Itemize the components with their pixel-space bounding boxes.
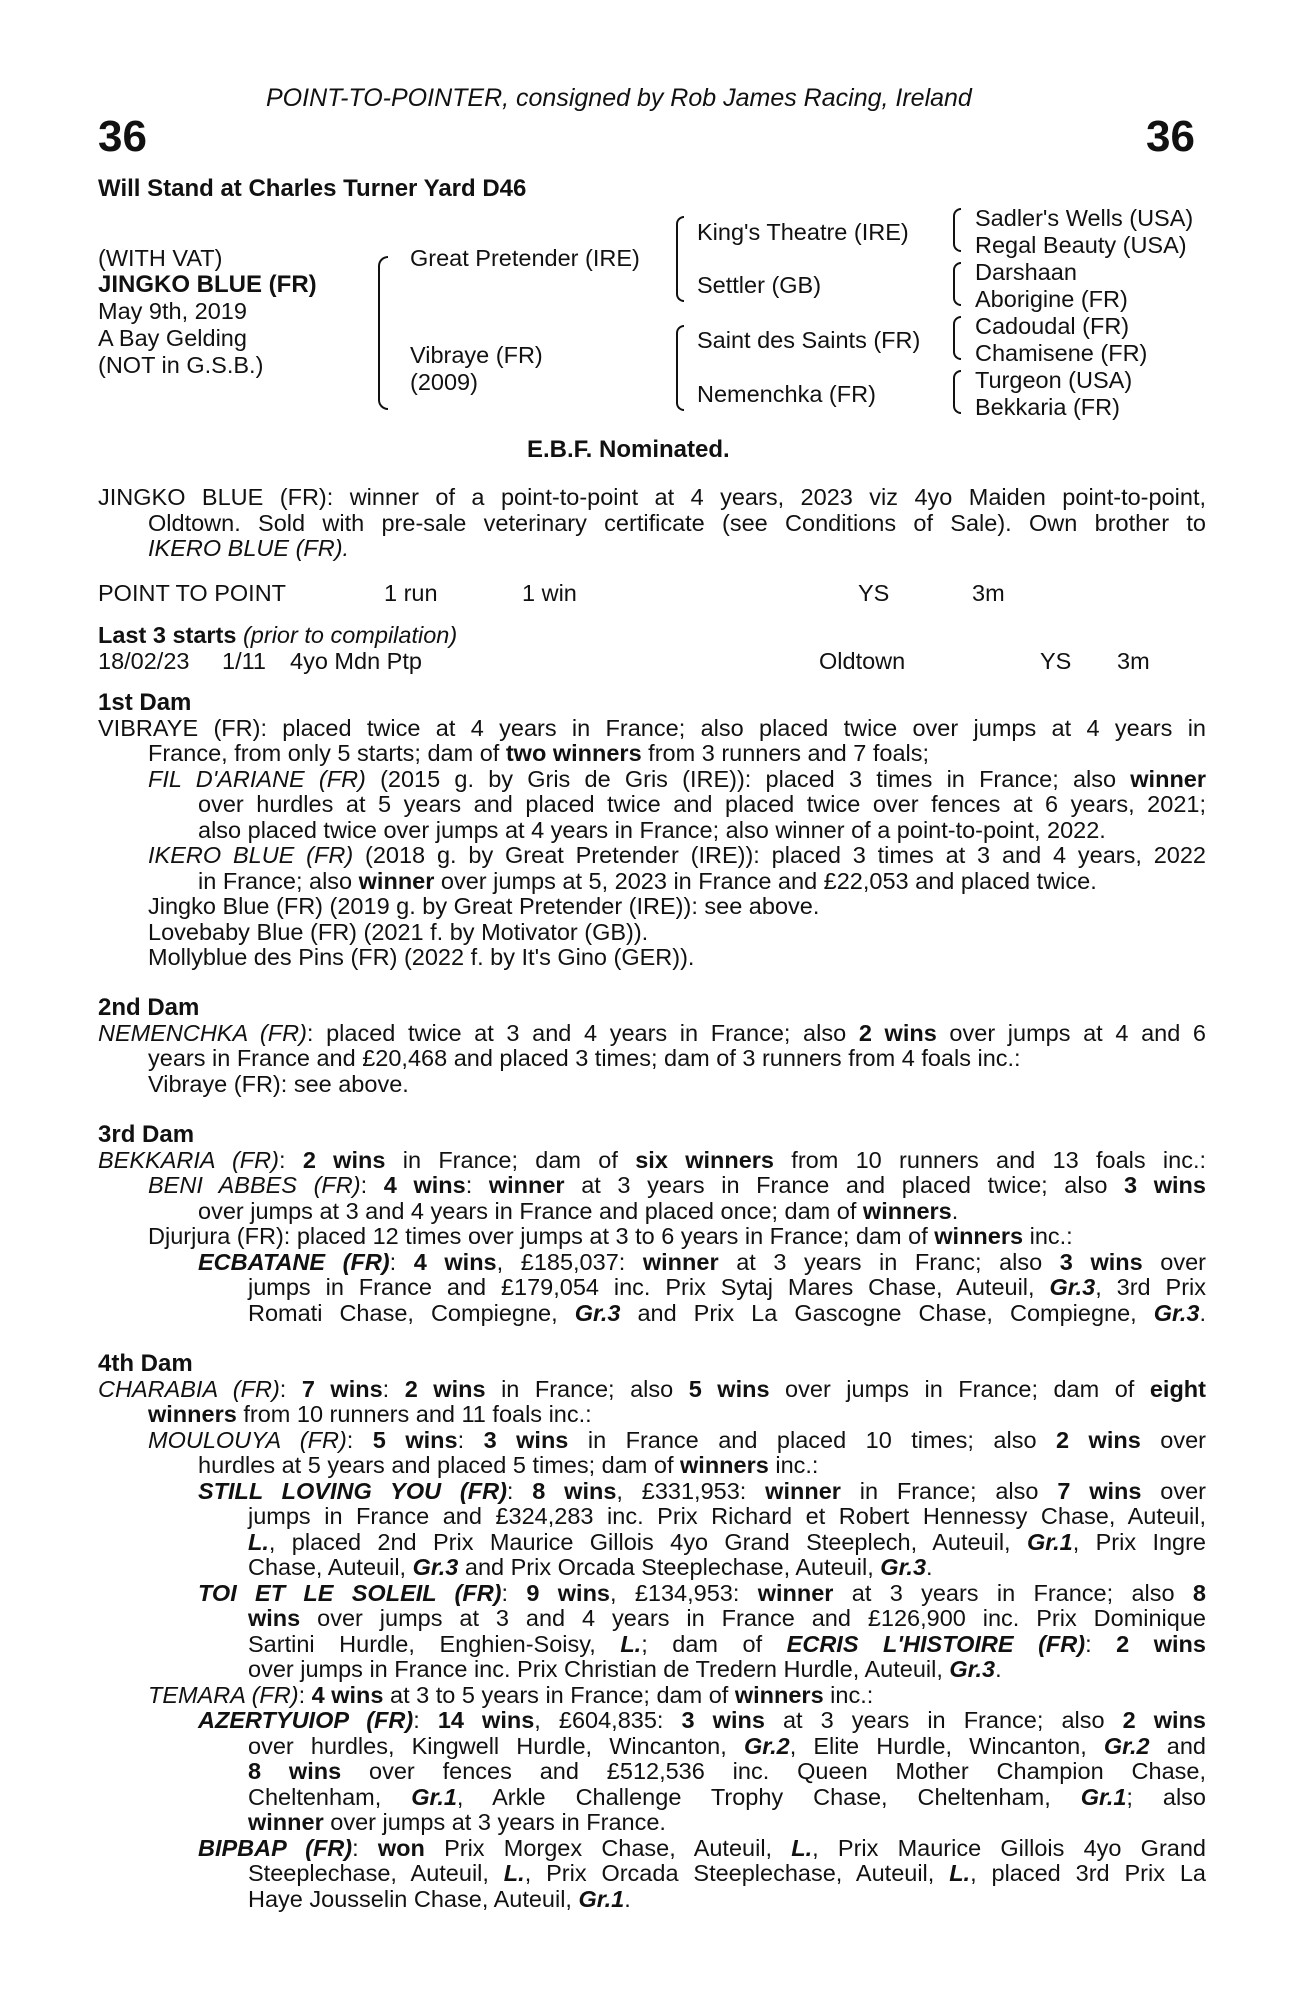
dam-line: [98, 1021, 1206, 1047]
dam-line: [98, 1708, 1206, 1734]
stand-location: Will Stand at Charles Turner Yard D46: [98, 175, 527, 202]
t: , Elite Hurdle, Wincanton,: [789, 1732, 1104, 1759]
pedigree-gen3-4: Aborigine (FR): [975, 286, 1128, 312]
t: :: [1085, 1630, 1117, 1657]
dam-line: [98, 1224, 1206, 1250]
pedigree-gen3-3: Darshaan: [975, 259, 1077, 285]
pedigree-brace-main: [378, 256, 388, 410]
t: , Prix Orcada Steeplechase, Auteuil,: [524, 1860, 950, 1886]
t: :: [457, 1426, 484, 1453]
t: winners: [680, 1452, 769, 1478]
start-position: 1/11: [222, 648, 266, 674]
t: :: [506, 1477, 533, 1504]
dam-line: over hurdles at 5 years and placed twice and placed twice over fences at 6 years, 2021;: [198, 791, 1206, 817]
t: 8 wins: [532, 1477, 617, 1504]
t: (2018 g. by Great Pretender (IRE)): placed 3 times at 3 and 4 years, 2022: [353, 842, 1207, 868]
t: over hurdles, Kingwell Hurdle, Wincanton,: [248, 1732, 744, 1759]
dam-line: [98, 869, 1206, 895]
t: Gr.3: [880, 1554, 927, 1580]
dam-line: [98, 1810, 1206, 1836]
t: :: [501, 1579, 527, 1606]
vat-note: (WITH VAT): [98, 245, 223, 271]
t: over fences and £512,536 inc. Queen Mother Champion Chase,: [341, 1758, 1206, 1784]
t: at 3 years in Franc; also: [718, 1248, 1060, 1275]
t: , £185,037:: [496, 1248, 643, 1275]
t: Romati Chase, Compiegne,: [248, 1299, 575, 1326]
t: at 3 years in France; also: [833, 1579, 1193, 1606]
t: two winners: [505, 740, 642, 766]
dam-line: [98, 1275, 1206, 1301]
t: : placed twice at 3 and 4 years in France; also: [306, 1019, 859, 1046]
summary-line: JINGKO BLUE (FR): winner of a point-to-point at 4 years, 2023 viz 4yo Maiden point-to-point,: [98, 484, 1206, 510]
horse-name: JINGKO BLUE (FR): [98, 271, 317, 298]
pedigree-sire: Great Pretender (IRE): [410, 245, 640, 271]
t: , placed 2nd Prix Maurice Gillois 4yo Grand Steeplech, Auteuil,: [268, 1528, 1027, 1555]
t: winner: [1130, 765, 1207, 792]
dam-line: [98, 1759, 1206, 1785]
start-course: Oldtown: [819, 648, 906, 674]
t: 3 wins: [483, 1426, 569, 1453]
t: TEMARA (FR): [148, 1681, 299, 1708]
t: 2 wins: [1122, 1707, 1207, 1733]
record-distance: 3m: [972, 580, 1005, 606]
fourth-dam-section: [98, 1351, 1206, 1912]
pedigree-gen3-7: Turgeon (USA): [975, 367, 1133, 393]
t: AZERTYUIOP (FR): [198, 1707, 414, 1733]
dam-line: [98, 1453, 1206, 1479]
foaling-date: May 9th, 2019: [98, 298, 247, 324]
second-dam-section: [98, 995, 1206, 1097]
t: L.: [248, 1528, 269, 1555]
summary-line: IKERO BLUE (FR).: [148, 535, 350, 561]
t: winner: [642, 1248, 719, 1275]
t: France, from only 5 starts; dam of: [148, 740, 506, 766]
t: inc.:: [1023, 1223, 1073, 1249]
t: BENI ABBES (FR): [148, 1172, 361, 1198]
pedigree-gen3-5: Cadoudal (FR): [975, 313, 1130, 339]
dam-line: [98, 1173, 1206, 1199]
pedigree-brace-ss: [953, 208, 961, 252]
dam-line: [98, 1377, 1206, 1403]
t: :: [389, 1248, 414, 1275]
dam-line: [98, 1887, 1206, 1913]
dam-line: [98, 1530, 1206, 1556]
section-heading: 3rd Dam: [98, 1121, 195, 1148]
dam-line: Vibraye (FR): see above.: [148, 1070, 409, 1097]
dam-line: Mollyblue des Pins (FR) (2022 f. by It's Gino (GER)).: [148, 944, 695, 970]
t: in France and placed 10 times; also: [568, 1426, 1056, 1453]
t: and Prix Orcada Steeplechase, Auteuil,: [458, 1554, 881, 1580]
pedigree-brace-sd: [953, 262, 961, 306]
t: Sartini Hurdle, Enghien-Soisy,: [248, 1630, 621, 1657]
dam-line: [98, 1836, 1206, 1862]
last-starts-title: Last 3 starts: [98, 622, 237, 648]
record-runs: 1 run: [384, 580, 438, 606]
t: 9 wins: [526, 1579, 610, 1606]
t: .: [1199, 1299, 1206, 1326]
t: winners: [148, 1401, 237, 1427]
start-date: 18/02/23: [98, 648, 190, 674]
t: 3 wins: [1059, 1248, 1143, 1275]
t: at 3 to 5 years in France; dam of: [383, 1681, 735, 1708]
dam-line: [98, 1250, 1206, 1276]
last-starts-heading: [98, 622, 457, 649]
pedigree-sire-dam: Settler (GB): [697, 272, 822, 298]
dam-line: [98, 741, 1206, 767]
t: (2015 g. by Gris de Gris (IRE)): placed 3 times in France; also: [365, 765, 1131, 792]
t: L.: [791, 1834, 813, 1861]
t: ECRIS L'HISTOIRE (FR): [786, 1630, 1086, 1657]
t: IKERO BLUE (FR): [148, 842, 354, 868]
t: inc.:: [768, 1452, 819, 1478]
t: , Arkle Challenge Trophy Chase, Cheltenham,: [456, 1783, 1081, 1810]
pedigree-dam-dam: Nemenchka (FR): [697, 381, 876, 407]
first-dam-section: [98, 690, 1206, 971]
dam-line: Jingko Blue (FR) (2019 g. by Great Pretender (IRE)): see above.: [148, 893, 820, 919]
t: over jumps at 3 and 4 years in France and placed once; dam of: [198, 1197, 863, 1224]
t: winners: [734, 1681, 824, 1708]
pedigree-gen3-6: Chamisene (FR): [975, 340, 1148, 366]
t: winner: [488, 1172, 565, 1198]
t: and: [1149, 1732, 1206, 1759]
t: 3 wins: [681, 1707, 765, 1733]
dam-line: [98, 1861, 1206, 1887]
t: , Prix Maurice Gillois 4yo Grand: [812, 1834, 1206, 1861]
dam-line: [98, 1301, 1206, 1327]
gsb-status: (NOT in G.S.B.): [98, 352, 264, 378]
t: CHARABIA (FR): [98, 1375, 280, 1402]
t: eight: [1149, 1375, 1206, 1402]
dam-line: [98, 1734, 1206, 1760]
t: in France; also: [485, 1375, 689, 1402]
t: 5 wins: [372, 1426, 458, 1453]
pedigree-gen3-1: Sadler's Wells (USA): [975, 205, 1194, 231]
t: at 3 years in France and placed twice; also: [564, 1172, 1125, 1198]
t: 2 wins: [1056, 1426, 1141, 1453]
t: ; dam of: [641, 1630, 787, 1657]
ebf-nominated: E.B.F. Nominated.: [527, 436, 730, 463]
t: Chase, Auteuil,: [248, 1554, 413, 1580]
t: Gr.3: [1049, 1274, 1096, 1300]
t: wins: [248, 1605, 301, 1631]
t: MOULOUYA (FR): [148, 1426, 347, 1453]
t: STILL LOVING YOU (FR): [198, 1477, 507, 1504]
t: Gr.3: [574, 1299, 621, 1326]
t: , placed 3rd Prix La: [970, 1860, 1206, 1886]
t: 2 wins: [404, 1375, 486, 1402]
lot-number-left: 36: [98, 112, 147, 161]
record-wins: 1 win: [522, 580, 577, 606]
t: from 10 runners and 13 foals inc.:: [774, 1146, 1207, 1173]
t: winners: [862, 1197, 952, 1224]
pedigree-brace-sire: [676, 216, 684, 302]
t: :: [352, 1834, 378, 1861]
t: inc.:: [823, 1681, 874, 1708]
t: from 3 runners and 7 foals;: [641, 740, 930, 766]
t: L.: [949, 1860, 971, 1886]
t: TOI ET LE SOLEIL (FR): [198, 1579, 502, 1606]
dam-line: [98, 1785, 1206, 1811]
pedigree-brace-dd: [953, 370, 961, 414]
t: Steeplechase, Auteuil,: [248, 1860, 504, 1886]
t: jumps in France and £179,054 inc. Prix Sytaj Mares Chase, Auteuil,: [248, 1274, 1050, 1300]
t: 3 wins: [1124, 1172, 1206, 1198]
dam-line: [98, 1657, 1206, 1683]
dam-line: also placed twice over jumps at 4 years in France; also winner of a point-to-point, 2022.: [198, 816, 1106, 843]
third-dam-section: [98, 1122, 1206, 1326]
t: over jumps at 4 and 6: [936, 1019, 1206, 1046]
t: 5 wins: [688, 1375, 770, 1402]
dam-line: [98, 1199, 1206, 1225]
t: , £331,953:: [616, 1477, 766, 1504]
last-starts-note: (prior to compilation): [242, 622, 458, 648]
dam-line: jumps in France and £324,283 inc. Prix Richard et Robert Hennessy Chase, Auteuil,: [248, 1503, 1206, 1529]
section-heading: 4th Dam: [98, 1350, 193, 1377]
t: in France; dam of: [385, 1146, 636, 1173]
t: L.: [620, 1630, 642, 1657]
t: 2 wins: [302, 1146, 386, 1173]
t: , £134,953:: [610, 1579, 758, 1606]
t: in France; also: [840, 1477, 1058, 1504]
t: :: [298, 1681, 312, 1708]
section-heading: 1st Dam: [98, 689, 192, 716]
t: Haye Jousselin Chase, Auteuil,: [248, 1885, 579, 1912]
t: winner: [757, 1579, 834, 1606]
dam-line: [98, 1683, 1206, 1709]
t: over jumps at 3 years in France.: [323, 1809, 666, 1835]
t: 7 wins: [1057, 1477, 1142, 1504]
t: over jumps at 3 and 4 years in France and £126,900 inc. Prix Dominique: [300, 1605, 1206, 1631]
dam-line: [98, 1428, 1206, 1454]
t: :: [279, 1375, 302, 1402]
t: Gr.1: [1026, 1528, 1073, 1555]
t: Gr.2: [1103, 1732, 1150, 1759]
pedigree-dam-sire: Saint des Saints (FR): [697, 327, 921, 353]
t: Gr.1: [411, 1783, 457, 1810]
t: L.: [503, 1860, 525, 1886]
dam-line: [98, 1581, 1206, 1607]
t: Gr.3: [412, 1554, 459, 1580]
t: BIPBAP (FR): [198, 1834, 353, 1861]
t: NEMENCHKA (FR): [98, 1019, 307, 1046]
t: Gr.3: [1153, 1299, 1200, 1326]
t: :: [413, 1707, 438, 1733]
dam-line: [98, 1632, 1206, 1658]
t: BEKKARIA (FR): [98, 1146, 279, 1173]
t: over: [1141, 1477, 1207, 1504]
summary-line: Oldtown. Sold with pre-sale veterinary certificate (see Conditions of Sale). Own brother to: [148, 509, 1206, 536]
t: , Prix Ingre: [1072, 1528, 1207, 1555]
dam-line: VIBRAYE (FR): placed twice at 4 years in France; also placed twice over jumps at 4 years in: [98, 714, 1206, 741]
t: won: [377, 1834, 425, 1861]
t: over jumps in France inc. Prix Christian de Tredern Hurdle, Auteuil,: [248, 1656, 950, 1682]
t: :: [465, 1172, 489, 1198]
start-distance: 3m: [1117, 648, 1150, 674]
pedigree-gen3-2: Regal Beauty (USA): [975, 232, 1187, 258]
pedigree-sire-sire: King's Theatre (IRE): [697, 219, 909, 245]
t: ECBATANE (FR): [198, 1248, 390, 1275]
consignment-line: POINT-TO-POINTER, consigned by Rob James Racing, Ireland: [266, 84, 972, 112]
t: winner: [765, 1477, 841, 1504]
t: Gr.3: [949, 1656, 996, 1682]
summary-block: [98, 485, 1206, 562]
dam-line: [98, 1606, 1206, 1632]
t: 14 wins: [437, 1707, 535, 1733]
t: winner: [248, 1809, 324, 1835]
start-going: YS: [1040, 648, 1072, 674]
t: from 10 runners and 11 foals inc.:: [236, 1401, 592, 1427]
t: 2 wins: [1116, 1630, 1206, 1657]
t: six winners: [635, 1146, 774, 1173]
t: .: [624, 1885, 631, 1912]
t: .: [926, 1554, 933, 1580]
pedigree-brace-dam: [676, 325, 684, 411]
t: .: [995, 1656, 1002, 1682]
t: ; also: [1126, 1783, 1206, 1810]
t: over jumps at 5, 2023 in France and £22,053 and placed twice.: [434, 867, 1097, 894]
t: :: [346, 1426, 373, 1453]
t: , 3rd Prix: [1095, 1274, 1207, 1300]
t: 4 wins: [413, 1248, 497, 1275]
pedigree-gen3-8: Bekkaria (FR): [975, 394, 1120, 420]
t: Gr.1: [1080, 1783, 1127, 1810]
section-heading: 2nd Dam: [98, 994, 200, 1021]
dam-line: [98, 1148, 1206, 1174]
t: Gr.2: [743, 1732, 790, 1759]
t: .: [951, 1197, 959, 1224]
t: at 3 years in France; also: [764, 1707, 1123, 1733]
dam-line: [98, 1402, 1206, 1428]
t: over jumps in France; dam of: [769, 1375, 1150, 1402]
dam-line: [98, 767, 1206, 793]
record-type: POINT TO POINT: [98, 580, 287, 606]
t: :: [278, 1146, 303, 1173]
t: Cheltenham,: [248, 1783, 412, 1810]
horse-description: A Bay Gelding: [98, 325, 247, 351]
t: Prix Morgex Chase, Auteuil,: [424, 1834, 792, 1861]
t: Djurjura (FR): placed 12 times over jumps at 3 to 6 years in France; dam of: [148, 1223, 935, 1249]
pedigree-dam-year: (2009): [410, 369, 478, 395]
pedigree-brace-ds: [953, 316, 961, 360]
t: 2 wins: [858, 1019, 937, 1046]
t: 4 wins: [383, 1172, 466, 1198]
t: 4 wins: [311, 1681, 384, 1708]
dam-line: [98, 1479, 1206, 1505]
record-going: YS: [858, 580, 890, 606]
t: 8: [1192, 1579, 1206, 1606]
dam-line: [98, 1555, 1206, 1581]
t: :: [360, 1172, 384, 1198]
t: Gr.1: [578, 1885, 625, 1912]
t: in France; also: [198, 867, 359, 894]
t: FIL D'ARIANE (FR): [148, 765, 366, 792]
dam-line: Lovebaby Blue (FR) (2021 f. by Motivator (GB)).: [148, 918, 649, 945]
t: , £604,835:: [534, 1707, 682, 1733]
t: 7 wins: [301, 1375, 383, 1402]
lot-number-right: 36: [1146, 112, 1195, 161]
dam-line: [98, 843, 1206, 869]
start-race: 4yo Mdn Ptp: [290, 648, 422, 674]
t: 8 wins: [248, 1758, 342, 1784]
dam-line: years in France and £20,468 and placed 3 times; dam of 3 runners from 4 foals inc.:: [148, 1045, 1021, 1071]
t: hurdles at 5 years and placed 5 times; dam of: [198, 1452, 681, 1478]
pedigree-dam: Vibraye (FR): [410, 342, 543, 368]
t: over: [1142, 1248, 1206, 1275]
t: and Prix La Gascogne Chase, Compiegne,: [620, 1299, 1154, 1326]
t: winners: [934, 1223, 1024, 1249]
t: :: [382, 1375, 405, 1402]
t: winner: [358, 867, 435, 894]
t: over: [1140, 1426, 1206, 1453]
